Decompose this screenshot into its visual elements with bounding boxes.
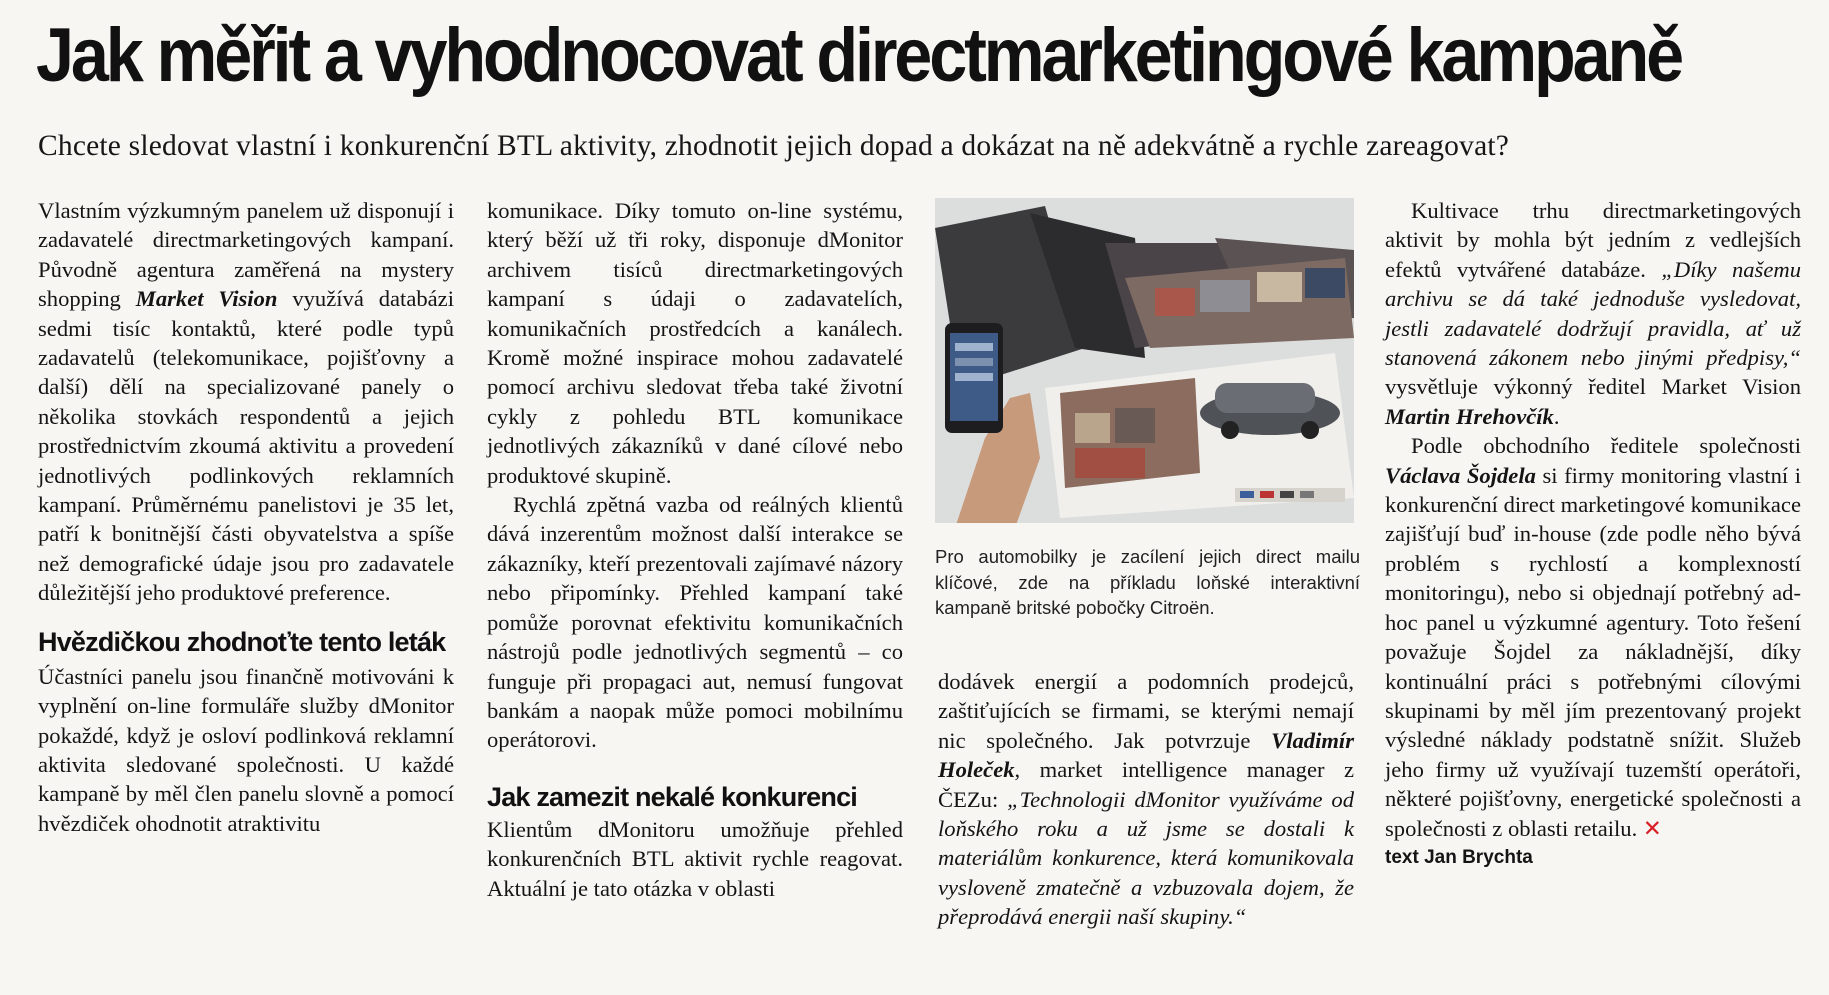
person-name: Martin Hrehovčík (1385, 403, 1554, 429)
subheading: Jak zamezit nekalé konkurenci (487, 781, 857, 812)
end-mark-icon: ✕ (1642, 815, 1662, 842)
person-name: Václava Šojdela (1385, 462, 1536, 488)
photo-illustration (935, 198, 1354, 523)
paragraph: Kultivace trhu directmarketingových aktivit by mohla být jedním z vedlejších efektů vytvářené databáze. „Díky našemu archivu se dá také jednoduše vysledovat, jestli zadavatelé dodržují pravidla, ať už stanovená zákonem nebo jinými předpisy,“ vysvětluje výkonný ředitel Market Vision Martin Hrehovčík. (1385, 198, 1801, 429)
article-photo (935, 198, 1354, 523)
subheading: Hvězdičkou zhodnoťte tento leták (38, 626, 446, 657)
photo-caption: Pro automobilky je zacílení jejich direct mailu klíčové, zde na příkladu loňské interaktivní kampaně britské pobočky Citroën. (935, 546, 1360, 618)
paragraph: Podle obchodního ředitele společnosti Václava Šojdela si firmy monitoring vlastní i konkurenční direct marketingové komunikace zajišťují buď in-house (zde podle něho bývá problém s rychlostí a komplexností monitoringu), nebo si objednají potřebný ad-hoc panel u výzkumné agentury. Toto řešení považuje Šojdel za nákladnější, díky kontinuální práci s potřebnými cílovými skupinami by měl jím prezentovaný projekt výsledné náklady podstatně snížit. Služeb jeho firmy už využívají tuzemští operátoři, některé pojišťovny, energetické společnosti a společnosti z oblasti retailu. ✕ (1385, 433, 1802, 842)
quote: „Díky našemu archivu se dá také jednoduše vysledovat, jestli zadavatelé dodržují pravidla, ať už stanovená zákonem nebo jinými předpisy,“ (1385, 256, 1801, 371)
author-byline: text Jan Brychta (1385, 846, 1533, 868)
column-4 (1385, 196, 1801, 872)
paragraph: Vlastním výzkumným panelem už disponují i zadavatelé directmarketingových kampaní. Původně agentura zaměřená na mystery shopping Market Vision využívá databázi sedmi tisíc kontaktů, které podle typů zadavatelů (telekomunikace, pojišťovny a další) dělí na specializované panely o několika stovkách respondentů a jejich prostřednictvím zkoumá aktivitu a provedení jednotlivých podlinkových reklamních kampaní. Průměrnému panelistovi je 35 let, patří k bonitnější části obyvatelstva a spíše než demografické údaje jsou pro zadavatele důležitější jeho produktové preference. (38, 198, 454, 606)
company-name: Market Vision (135, 286, 278, 312)
paragraph: komunikace. Díky tomuto on-line systému, který běží už tři roky, disponuje dMonitor archivem tisíců directmarketingových kampaní s údaji o zadavatelích, komunikačních prostředcích a kanálech. Kromě možné inspirace mohou zadavatelé pomocí archivu sledovat třeba také životní cykly z pohledu BTL komunikace jednotlivých zákazníků v dané cílové nebo produktové skupině. (487, 198, 903, 488)
column-3 (938, 667, 1354, 932)
article-headline: Jak měřit a vyhodnocovat directmarketingové kampaně (36, 13, 1682, 98)
article-lead: Chcete sledovat vlastní i konkurenční BTL aktivity, zhodnotit jejich dopad a dokázat na ně adekvátně a rychle zareagovat? (38, 130, 1510, 162)
paragraph: Účastníci panelu jsou finančně motivováni k vyplnění on-line formuláře služby dMonitor pokaždé, když je osloví podlinková reklamní aktivita sledované společnosti. U každé kampaně by měl člen panelu slovně a pomocí hvězdiček ohodnotit atraktivitu (38, 663, 454, 836)
paragraph: dodávek energií a podomních prodejců, zaštiťujících se firmami, se kterými nemají nic společného. Jak potvrzuje Vladimír Holeček, market intelligence manager z ČEZu: „Technologii dMonitor využíváme od loňského roku a už jsme se dostali k materiálům konkurence, která komunikovala vysloveně zmatečně a vzbuzovala dojem, že přeprodává energii naší skupiny.“ (938, 669, 1354, 930)
paragraph: Klientům dMonitoru umožňuje přehled konkurenčních BTL aktivit rychle reagovat. Aktuální je tato otázka v oblasti (487, 816, 903, 901)
column-1 (38, 196, 454, 838)
quote: „Technologii dMonitor využíváme od loňského roku a už jsme se dostali k materiálům konkurence, která komunikovala vysloveně zmatečně a vzbuzovala dojem, že přeprodává energii naší skupiny.“ (938, 786, 1354, 930)
paragraph: Rychlá zpětná vazba od reálných klientů dává inzerentům možnost další interakce se zákazníky, kteří prezentovali zajímavé názory nebo připomínky. Přehled kampaní také pomůže porovnat efektivitu komunikačních nástrojů podle jednotlivých segmentů – co funguje při propagaci aut, nemusí fungovat bankám a naopak může pomoci mobilnímu operátorovi. (487, 492, 903, 753)
person-name: Vladimír Holeček (938, 727, 1354, 783)
column-2 (487, 196, 903, 903)
